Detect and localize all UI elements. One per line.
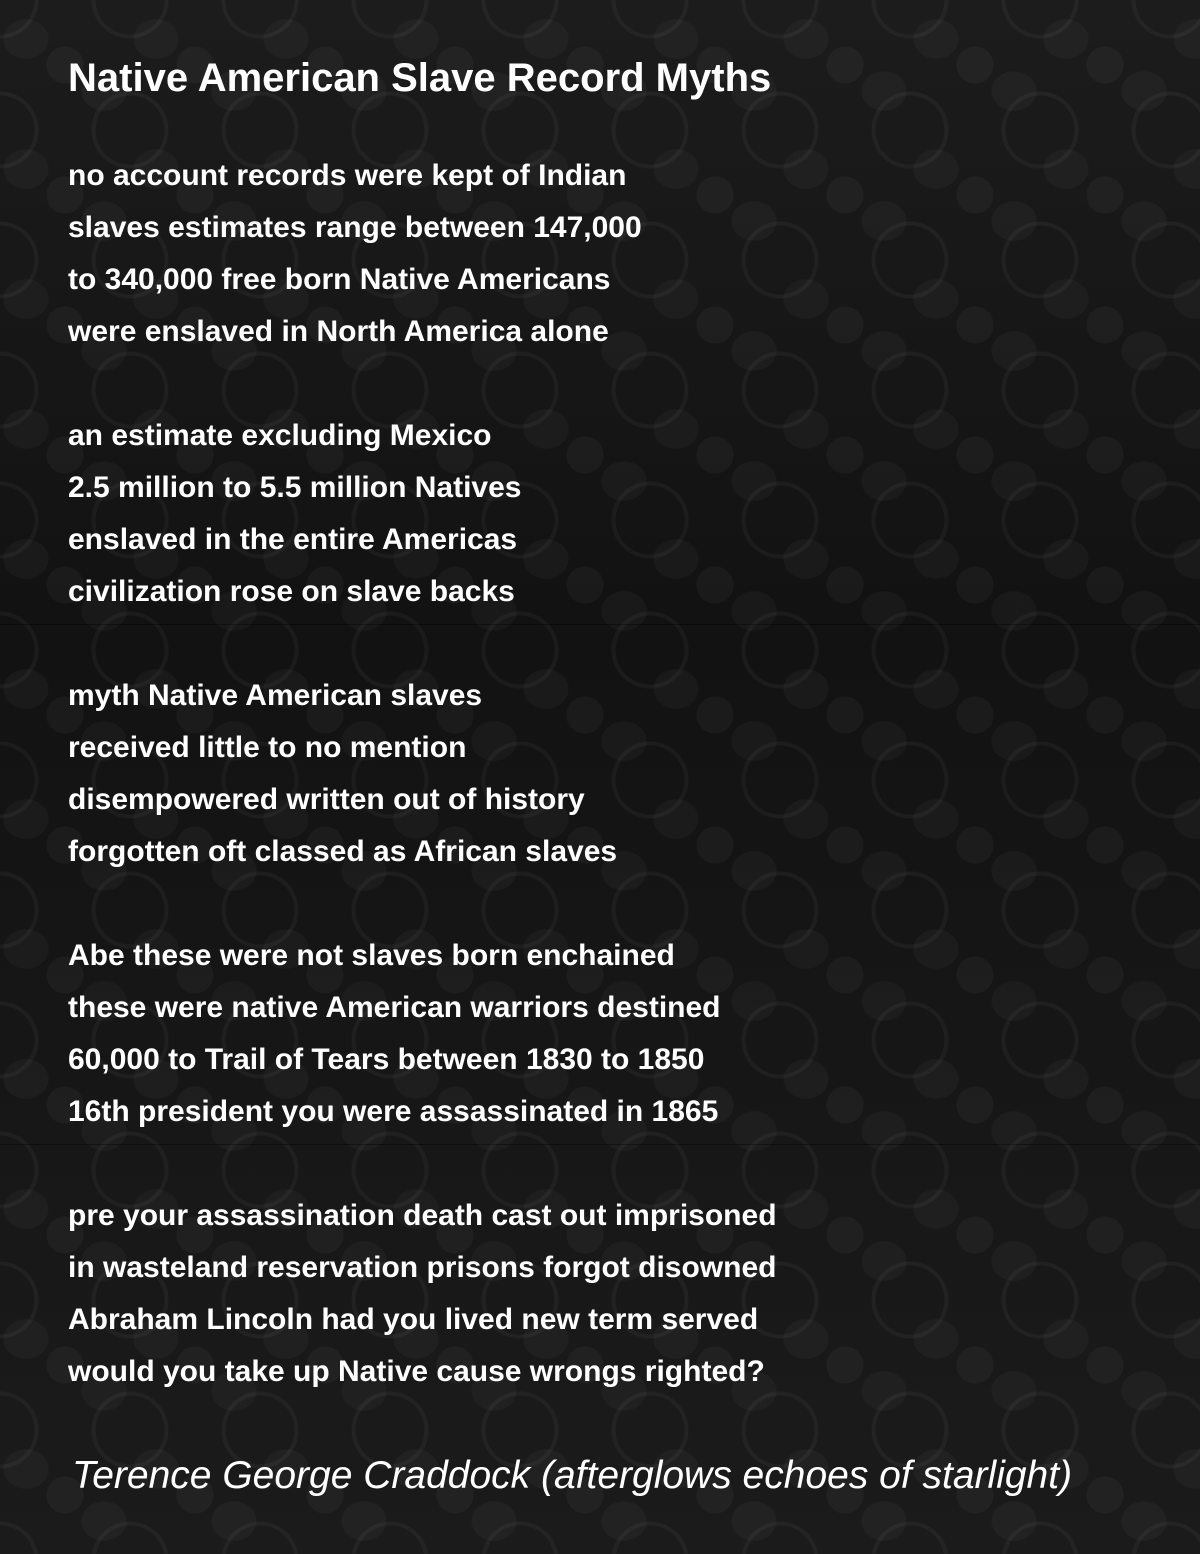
poem-line: Abraham Lincoln had you lived new term served [68,1303,759,1336]
poem-line: in wasteland reservation prisons forgot disowned [68,1251,777,1284]
poem-line: received little to no mention [68,731,467,764]
poem-line: no account records were kept of Indian [68,159,627,192]
poem-line: an estimate excluding Mexico [68,419,492,452]
stanza-1 [68,150,777,358]
poem-line: forgotten oft classed as African slaves [68,835,618,868]
poem-author: Terence George Craddock (afterglows echoes of starlight) [72,1454,1073,1497]
poem-line: slaves estimates range between 147,000 [68,211,642,244]
stanza-2 [68,410,777,618]
poem-line: civilization rose on slave backs [68,575,515,608]
poem-line: were enslaved in North America alone [68,315,609,348]
poem-line: 60,000 to Trail of Tears between 1830 to 1850 [68,1043,705,1076]
stanza-4 [68,930,777,1138]
poem-line: 16th president you were assassinated in 1865 [68,1095,719,1128]
poem-line: Abe these were not slaves born enchained [68,939,675,972]
poem-line: would you take up Native cause wrongs righted? [68,1355,765,1388]
poem-line: enslaved in the entire Americas [68,523,518,556]
poem-line: disempowered written out of history [68,783,585,816]
poem-body [68,150,777,1450]
stanza-3 [68,670,777,878]
poem-line: to 340,000 free born Native Americans [68,263,611,296]
poem-line: 2.5 million to 5.5 million Natives [68,471,522,504]
poem-line: myth Native American slaves [68,679,483,712]
poem-line: pre your assassination death cast out imprisoned [68,1199,777,1232]
poem-line: these were native American warriors destined [68,991,721,1024]
poem-title: Native American Slave Record Myths [68,56,772,100]
stanza-5 [68,1190,777,1398]
